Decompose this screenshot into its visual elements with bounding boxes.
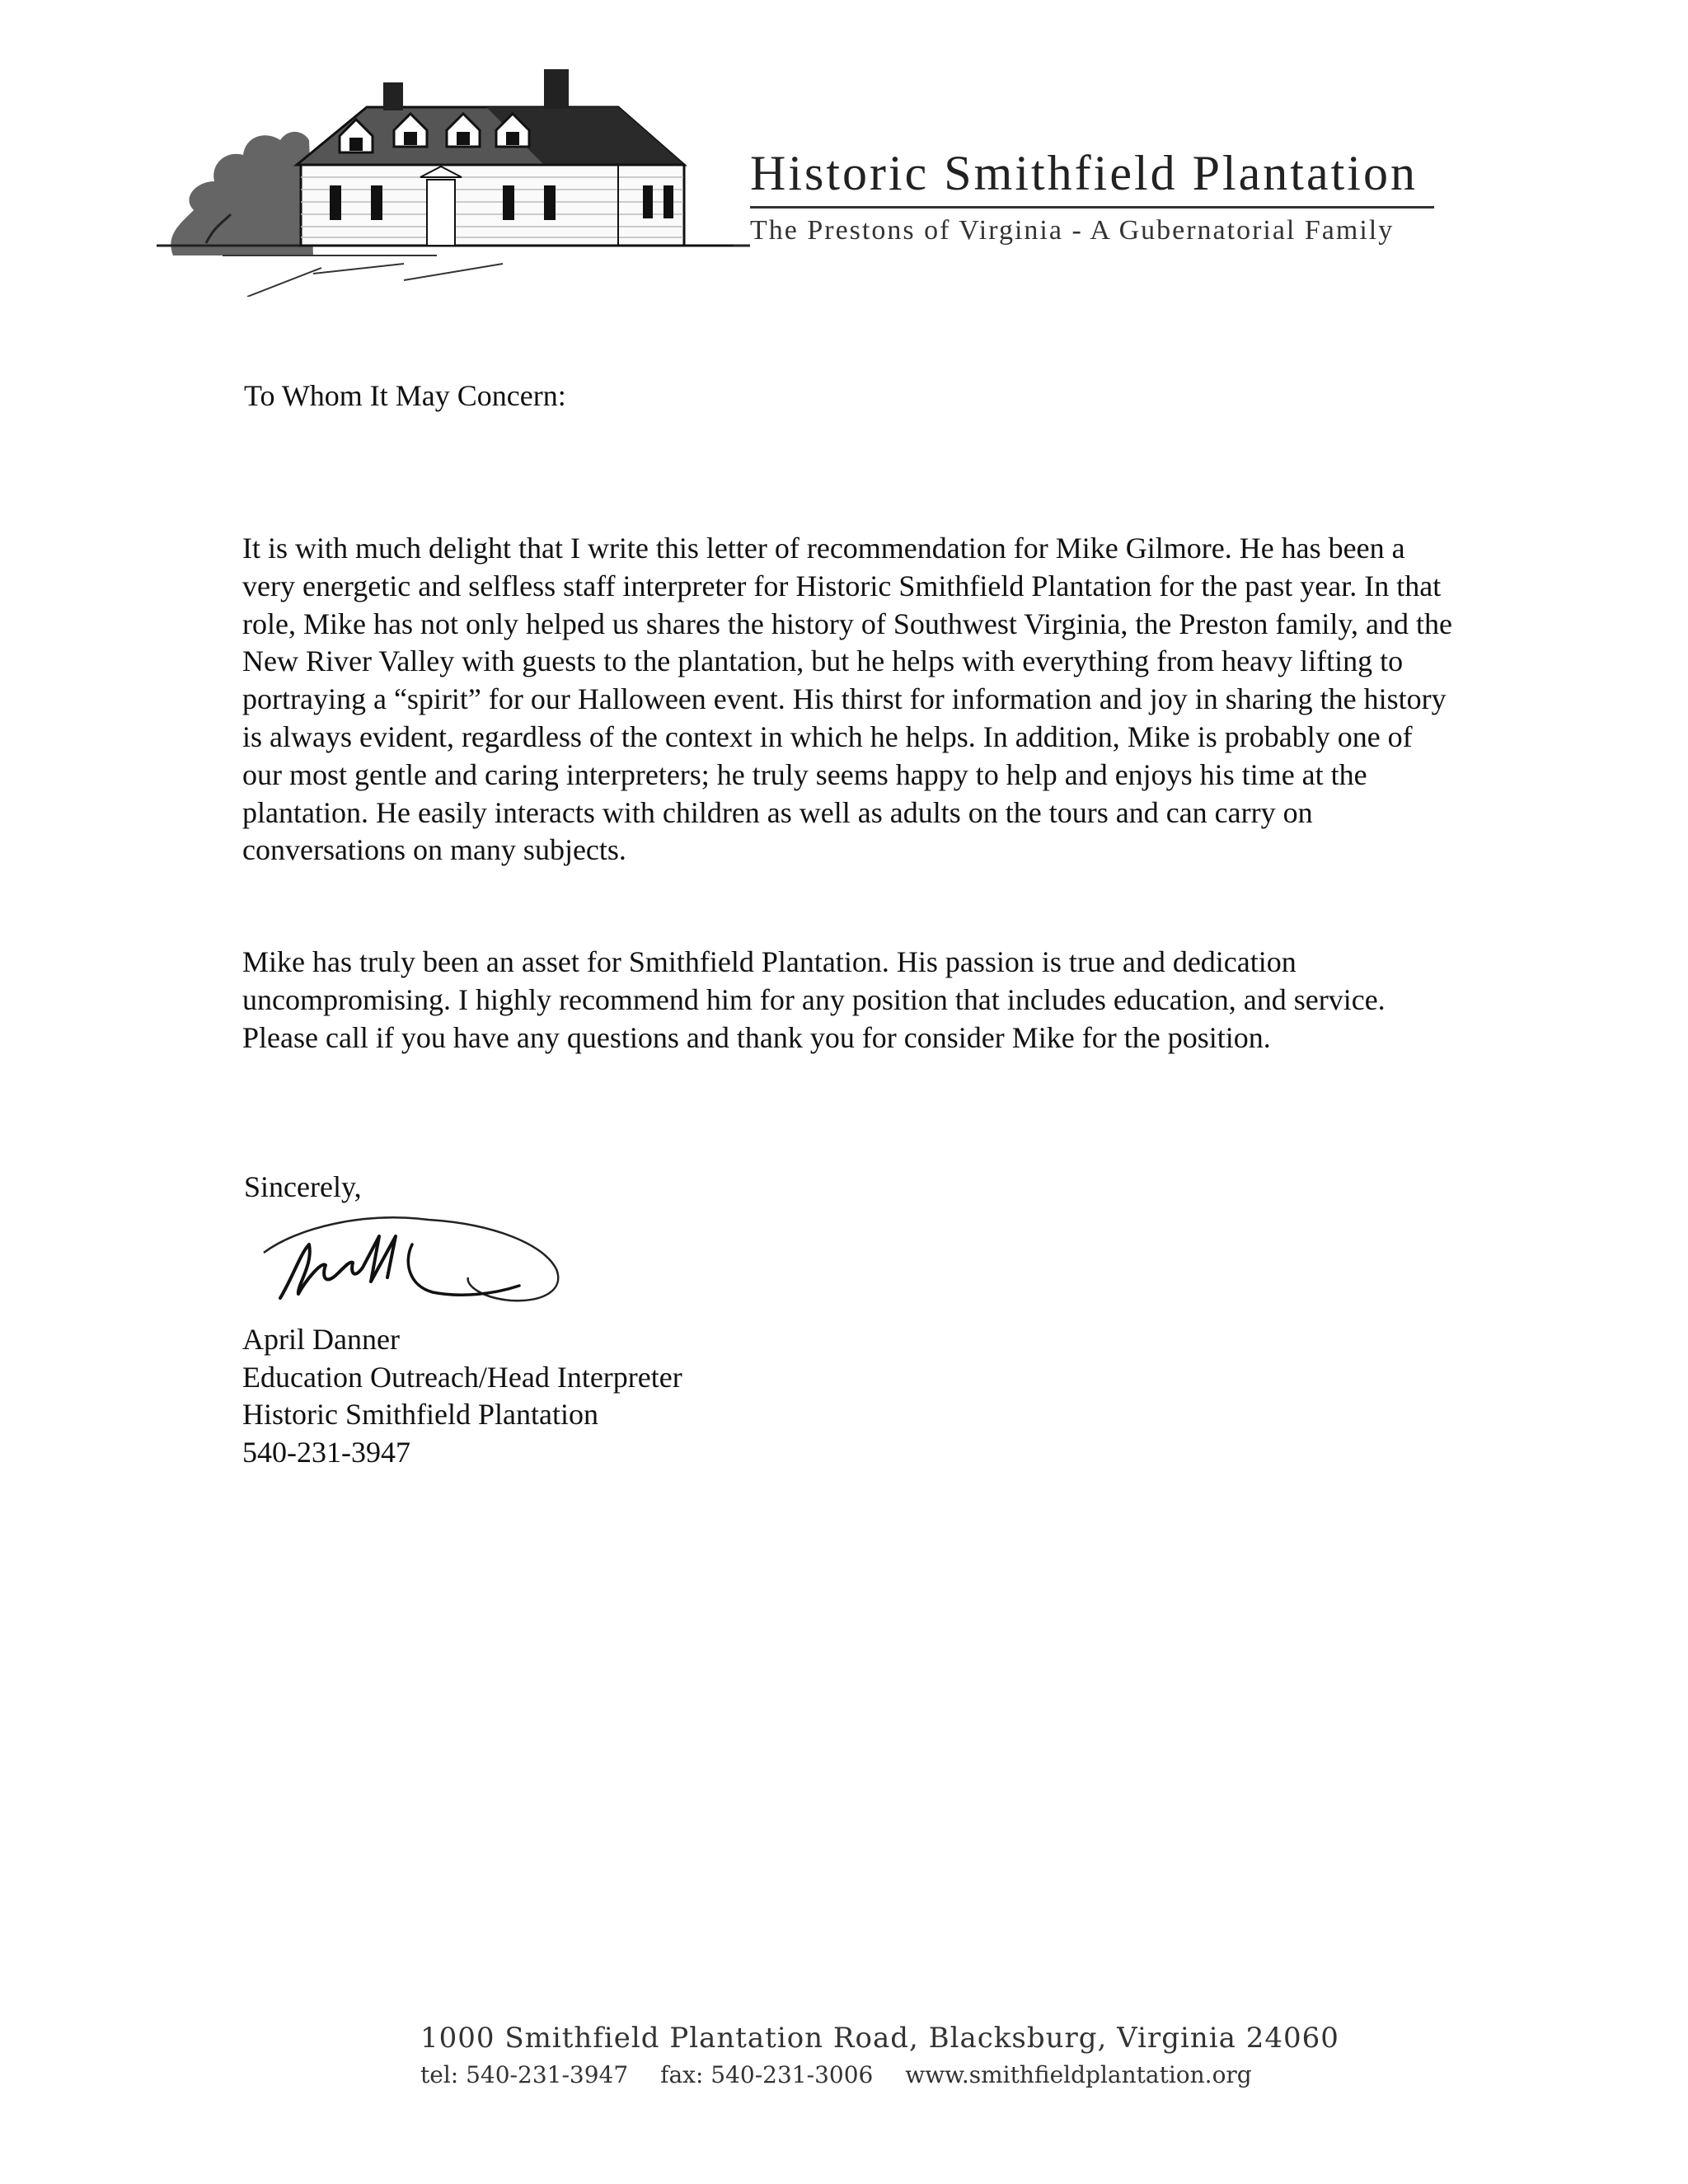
signer-organization: Historic Smithfield Plantation (242, 1398, 598, 1431)
footer-website: www.smithfieldplantation.org (905, 2061, 1252, 2088)
body-paragraph-2: Mike has truly been an asset for Smithfield Plantation. His passion is true and dedication uncompromising. I highly recommend him for any position that includes education, and service. Please call if you have any questions and thank you for consider Mike for the position. (242, 945, 1386, 1054)
plantation-house-icon (157, 58, 767, 297)
organization-tagline: The Prestons of Virginia - A Gubernatorial Family (750, 215, 1395, 246)
body-paragraph-1: It is with much delight that I write this letter of recommendation for Mike Gilmore. He has been a very energetic and selfless staff interpreter for Historic Smithfield Plantation for the past year. In that role, Mike has not only helped us shares the history of Southwest Virginia, the Preston family, and the New River Valley with guests to the plantation, but he helps with everything from heavy lifting to portraying a “spirit” for our Halloween event. His thirst for information and joy in sharing the history is always evident, regardless of the context in which he helps. In addition, Mike is probably one of our most gentle and caring interpreters; he truly seems happy to help and enjoys his time at the plantation. He easily interacts with children as well as adults on the tours and can carry on conversations on many subjects. (242, 532, 1452, 867)
organization-name: Historic Smithfield Plantation (750, 146, 1418, 200)
signer-title: Education Outreach/Head Interpreter (242, 1360, 682, 1394)
letterhead-footer (420, 2019, 1339, 2092)
footer-fax: fax: 540-231-3006 (660, 2061, 874, 2088)
footer-contact (420, 2059, 1327, 2092)
signer-phone: 540-231-3947 (242, 1435, 410, 1469)
brand-divider (750, 206, 1434, 209)
brand-block (750, 148, 1442, 245)
signer-name: April Danner (242, 1323, 400, 1356)
footer-tel: tel: 540-231-3947 (420, 2061, 629, 2088)
letterhead (157, 58, 1442, 297)
footer-address: 1000 Smithfield Plantation Road, Blacksburg, Virginia 24060 (420, 2022, 1339, 2055)
handwritten-signature (247, 1187, 593, 1327)
closing: Sincerely, (244, 1170, 362, 1203)
signer-block (242, 1321, 682, 1471)
salutation: To Whom It May Concern: (244, 379, 566, 412)
